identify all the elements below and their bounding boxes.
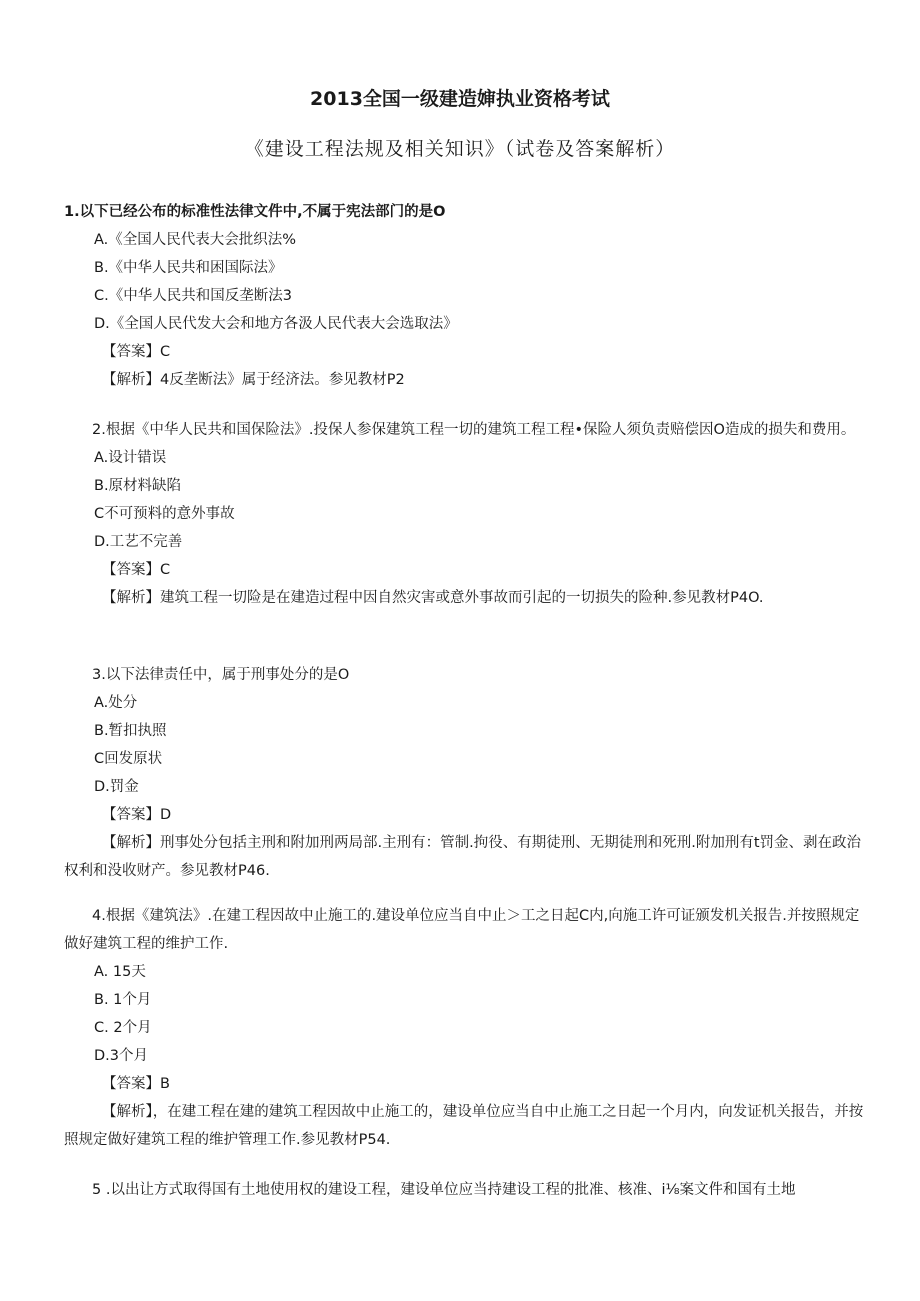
option-d: D.《全国人民代发大会和地方各汲人民代表大会选取法》 [94,316,458,332]
question-1 [64,198,864,394]
answer: 【答案】C [102,344,171,360]
option-c: C.《中华人民共和国反垄断法3 [94,288,292,304]
explanation: 【解析】4反垄断法》属于经济法。参见教材P2 [102,372,405,388]
question-5 [64,1176,864,1204]
option-b: B.原材料缺陷 [94,478,182,494]
question-stem: 1.以下已经公布的标准性法律文件中,不属于宪法部门的是O [64,204,446,220]
question-4 [64,902,864,1154]
answer: 【答案】C [102,562,171,578]
option-b: B.《中华人民共和困国际法》 [94,260,283,276]
option-d: D.3个月 [94,1048,148,1064]
option-a: A.处分 [94,695,138,711]
option-d: D.罚金 [94,779,139,795]
option-a: A.设计错误 [94,450,167,466]
option-c: C回发原状 [94,751,163,767]
option-a: A. 15天 [94,964,146,980]
option-d: D.工艺不完善 [94,534,183,550]
option-a: A.《全国人民代表大会批织法% [94,232,297,248]
question-3 [64,661,864,885]
option-c: C不可预料的意外事故 [94,506,235,522]
option-b: B.暂扣执照 [94,723,167,739]
question-stem: 4.根据《建筑法》.在建工程因故中止施工的.建设单位应当自中止＞工之日起C内,向施工许可证颁发机关报告.并按照规定做好建筑工程的维护工作. [64,908,860,952]
document-title: 2013全国一级建造婶执业资格考试 [310,88,610,110]
option-c: C. 2个月 [94,1020,152,1036]
explanation: 【解析】，在建工程在建的建筑工程因故中止施工的，建设单位应当自中止施工之日起一个月内，向发证机关报告，并按照规定做好建筑工程的维护管理工作.参见教材P54. [64,1104,864,1148]
question-stem: 3.以下法律责任中，属于刑事处分的是O [92,667,350,683]
explanation: 【解析】建筑工程一切险是在建造过程中因自然灾害或意外事故而引起的一切损失的险种.参见教材P4O. [102,590,764,606]
option-b: B. 1个月 [94,992,152,1008]
explanation: 【解析】刑事处分包括主刑和附加刑两局部.主刑有：管制.拘役、有期徒刑、无期徒刑和死刑.附加刑有t罚金、剥在政治权利和没收财产。参见教材P46. [64,835,862,879]
document-subtitle: 《建设工程法规及相关知识》（试卷及答案解析） [244,138,676,160]
question-stem: 5 .以出让方式取得国有土地使用权的建设工程，建设单位应当持建设工程的批准、核准、i⅛案文件和国有土地 [92,1182,796,1198]
question-2 [64,416,864,612]
question-stem: 2.根据《中华人民共和国保险法》.投保人参保建筑工程一切的建筑工程工程•保险人须负责赔偿因O造成的损失和费用。 [92,422,856,438]
answer: 【答案】B [102,1076,170,1092]
answer: 【答案】D [102,807,172,823]
